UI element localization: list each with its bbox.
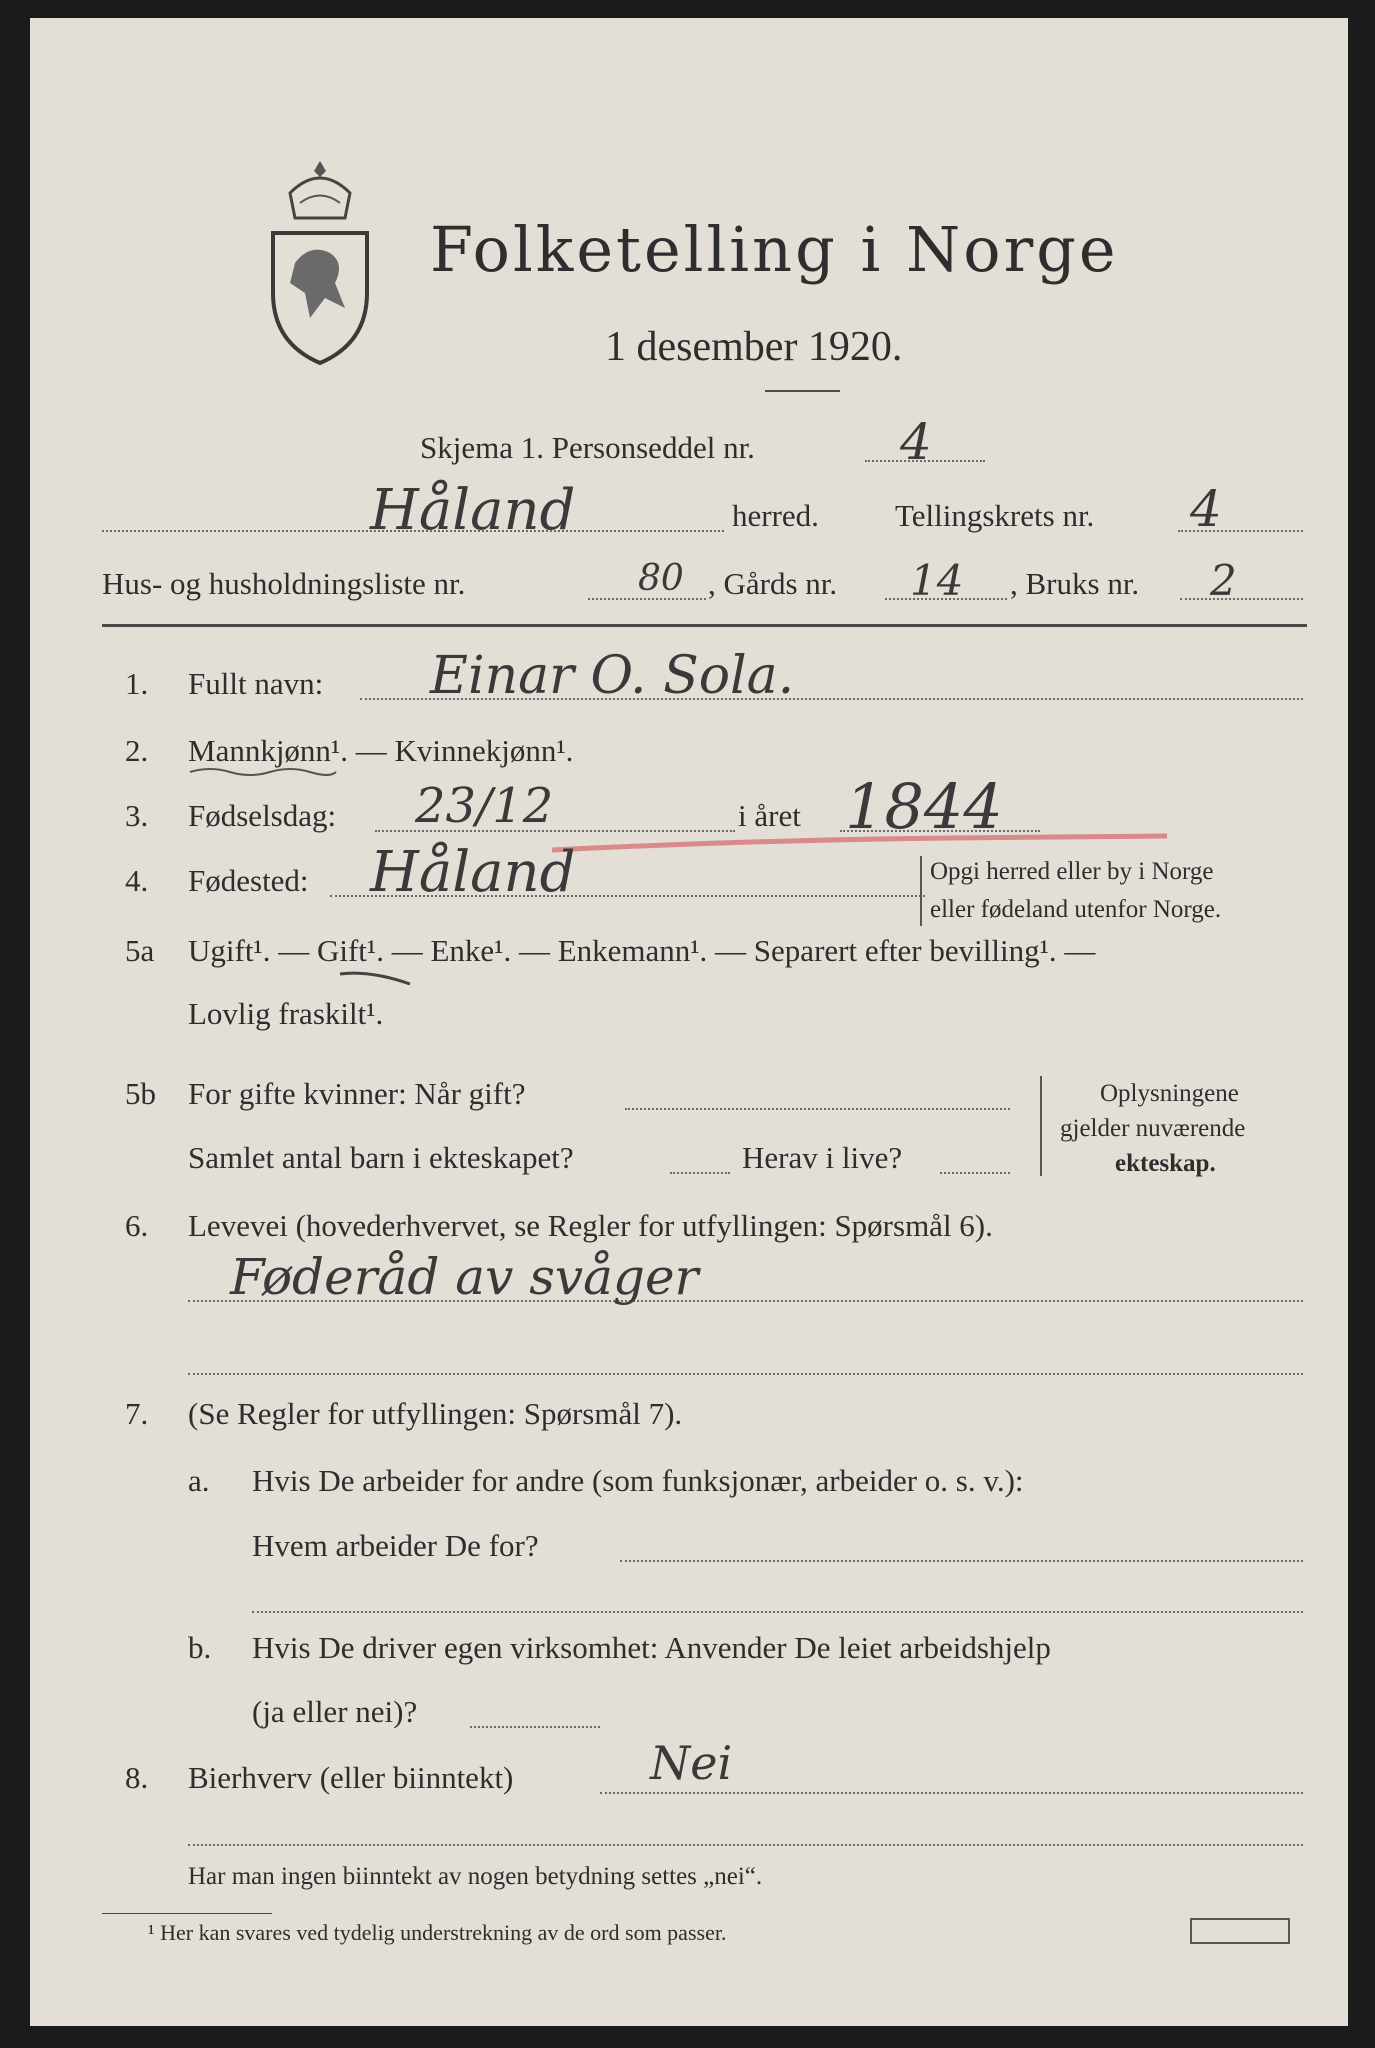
q5a-label: Ugift¹. — Gift¹. — Enke¹. — Enkemann¹. — Separert efter bevilling¹. — [188,933,1096,968]
title-divider [765,390,840,392]
q5a-number: 5a [125,933,155,968]
q5b-note-line1: Oplysningene [1100,1080,1239,1107]
census-form-page [30,18,1348,2026]
q1-label: Fullt navn: [188,666,324,701]
q7-label: (Se Regler for utfyllingen: Spørsmål 7). [188,1396,683,1431]
q8-number: 8. [125,1760,149,1795]
q2-label: Mannkjønn¹. — Kvinnekjønn¹. [188,733,574,768]
q4-note-line2: eller fødeland utenfor Norge. [930,896,1222,923]
q5b-married-field [625,1108,1010,1110]
q4-label: Fødested: [188,863,309,898]
footnote-divider [102,1913,272,1914]
tellingskrets-value: 4 [1190,480,1222,538]
q4-value: Håland [370,840,576,905]
footnote: ¹ Her kan svares ved tydelig understrekning av de ord som passer. [148,1920,727,1945]
q5b-note-line2: gjelder nuværende [1060,1115,1246,1142]
q7b-label-line2: (ja eller nei)? [252,1694,418,1729]
q1-value: Einar O. Sola. [430,646,795,706]
bruks-value: 2 [1210,556,1237,605]
coat-of-arms-icon [265,153,375,373]
herred-value: Håland [370,478,576,543]
q8-field-2 [188,1844,1303,1846]
husholdningsliste-label: Hus- og husholdningsliste nr. [102,566,466,601]
q5b-note-bracket [1040,1076,1042,1176]
header-divider [102,624,1307,627]
bruks-label: , Bruks nr. [1010,566,1140,601]
husholdningsliste-value: 80 [638,558,684,599]
gards-label: , Gårds nr. [708,566,838,601]
tellingskrets-label: Tellingskrets nr. [895,498,1095,533]
q8-value: Nei [650,1736,733,1790]
q7b-letter: b. [188,1630,212,1665]
q7b-label: Hvis De driver egen virksomhet: Anvender De leiet arbeidshjelp [252,1630,1051,1665]
herred-label: herred. [732,498,819,533]
q3-year-label: i året [738,798,801,833]
q7a-employer-field [620,1560,1303,1562]
q4-number: 4. [125,863,149,898]
form-number-label: Skjema 1. Personseddel nr. [420,430,755,465]
gards-value: 14 [910,556,964,605]
q8-label: Bierhverv (eller biinntekt) [188,1760,514,1795]
q6-number: 6. [125,1208,149,1243]
q3-label: Fødselsdag: [188,798,337,833]
printer-stamp [1190,1918,1290,1944]
q5b-note-line3: ekteskap. [1115,1150,1216,1177]
q7b-field [470,1726,600,1728]
form-title: Folketelling i Norge [430,213,1119,286]
form-date: 1 desember 1920. [605,324,903,370]
q8-note: Har man ingen biinntekt av nogen betydning settes „nei“. [188,1863,763,1890]
q5a-label-line2: Lovlig fraskilt¹. [188,996,384,1031]
bruks-field [1180,598,1303,600]
q2-underline-mark [188,766,338,778]
q6-label: Levevei (hovederhvervet, se Regler for utfyllingen: Spørsmål 6). [188,1208,993,1243]
q7a-employer-label: Hvem arbeider De for? [252,1528,539,1563]
q8-field [600,1792,1303,1794]
red-pencil-underline [550,830,1170,860]
q3-number: 3. [125,798,149,833]
q3-year-value: 1844 [845,770,1003,843]
q5b-alive-label: Herav i live? [742,1140,903,1175]
q2-number: 2. [125,733,149,768]
q4-note-line1: Opgi herred eller by i Norge [930,858,1214,885]
q3-date-value: 23/12 [415,778,554,834]
q5a-underline-mark [338,968,418,998]
q6-value: Føderåd av svåger [230,1248,699,1306]
q7a-field-2 [252,1611,1303,1613]
q5b-alive-field [940,1172,1010,1174]
q1-number: 1. [125,666,149,701]
q7a-label: Hvis De arbeider for andre (som funksjonær, arbeider o. s. v.): [252,1463,1024,1498]
personseddel-value: 4 [900,413,932,471]
q5b-label: For gifte kvinner: Når gift? [188,1076,526,1111]
q6-field-2 [188,1373,1303,1375]
q7-number: 7. [125,1396,149,1431]
q5b-children-label: Samlet antal barn i ekteskapet? [188,1140,574,1175]
q4-note-bracket [920,856,922,926]
q5b-children-field [670,1172,730,1174]
q7a-letter: a. [188,1463,210,1498]
q5b-number: 5b [125,1076,156,1111]
